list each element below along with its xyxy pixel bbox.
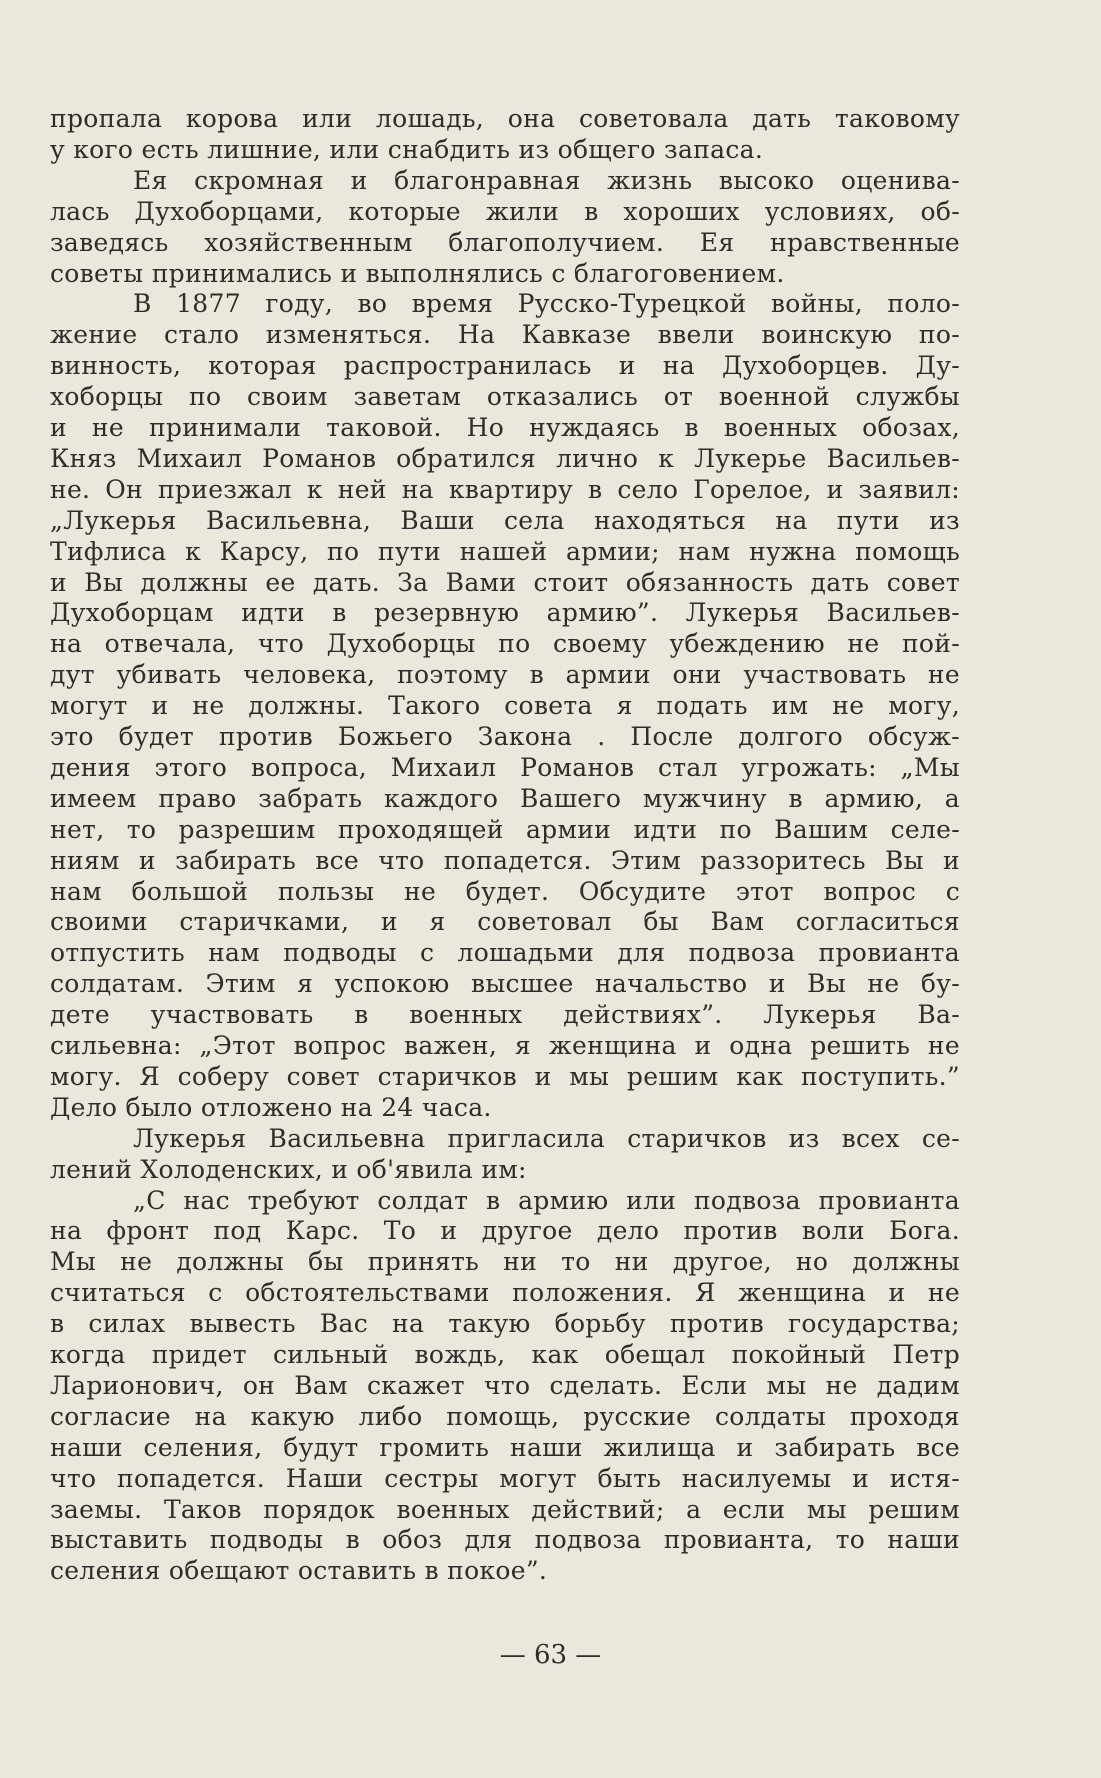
text-line: когда придет сильный вождь, как обещал покойный Петр	[50, 1340, 960, 1369]
text-line: что попадется. Наши сестры могут быть насилуемы и истя-	[50, 1463, 960, 1493]
text-line: наши селения, будут громить наши жилища и забирать все	[50, 1432, 960, 1462]
text-line: хоборцы по своим заветам отказались от военной службы	[50, 382, 960, 412]
text-line: это будет против Божьего Закона . После долгого обсуж-	[50, 722, 960, 751]
text-line: выставить подводы в обоз для подвоза провианта, то наши	[50, 1525, 960, 1555]
text-line: пропала корова или лошадь, она советовала дать таковому	[50, 104, 960, 133]
text-line: винность, которая распространилась и на Духоборцев. Ду-	[50, 351, 960, 381]
text-line: нам большой пользы не будет. Обсудите этот вопрос с	[50, 876, 960, 906]
text-line: советы принимались и выполнялись с благоговением.	[50, 258, 785, 288]
text-line: дения этого вопроса, Михаил Романов стал угрожать: „Мы	[50, 752, 960, 782]
text-line: жение стало изменяться. На Кавказе ввели воинскую по-	[50, 320, 960, 350]
text-line: ниям и забирать все что попадется. Этим раззоритесь Вы и	[50, 845, 960, 875]
text-line: считаться с обстоятельствами положения. Я женщина и не	[50, 1278, 960, 1308]
text-line: лений Холоденских, и об'явила им:	[50, 1154, 527, 1184]
text-line: солдатам. Этим я успокою высшее начальство и Вы не бу-	[50, 969, 960, 999]
text-line: и Вы должны ее дать. За Вами стоит обязанность дать совет	[50, 567, 960, 597]
text-line: Тифлиса к Карсу, по пути нашей армии; нам нужна помощь	[50, 536, 960, 566]
text-line: заведясь хозяйственным благополучием. Ея нравственные	[50, 227, 960, 257]
text-line: и не принимали таковой. Но нуждаясь в военных обозах,	[50, 413, 960, 442]
text-line: „Лукерья Васильевна, Ваши села находяться на пути из	[50, 505, 960, 535]
text-line: могу. Я соберу совет старичков и мы решим как поступить.”	[50, 1061, 960, 1091]
text-line: селения обещают оставить в покое”.	[50, 1556, 548, 1586]
text-line: Княз Михаил Романов обратился лично к Лукерье Васильев-	[50, 443, 960, 473]
text-line: Ея скромная и благонравная жизнь высоко оценива-	[133, 165, 960, 195]
text-line: нет, то разрешим проходящей армии идти по Вашим селе-	[50, 814, 960, 844]
text-line: согласие на какую либо помощь, русские солдаты проходя	[50, 1401, 960, 1431]
text-line: имеем право забрать каждого Вашего мужчину в армию, а	[50, 783, 960, 813]
text-line: Мы не должны бы принять ни то ни другое, но должны	[50, 1247, 960, 1277]
text-line: дете участвовать в военных действиях”. Лукерья Ва-	[50, 1000, 960, 1030]
page-number: — 63 —	[499, 1640, 602, 1670]
text-line: Лукерья Васильевна пригласила старичков из всех се-	[133, 1123, 960, 1153]
text-line: „С нас требуют солдат в армию или подвоза провианта	[133, 1185, 960, 1215]
text-line: у кого есть лишние, или снабдить из общего запаса.	[50, 134, 764, 164]
text-line: на отвечала, что Духоборцы по своему убеждению не пой-	[50, 629, 960, 659]
text-line: не. Он приезжал к ней на квартиру в село Горелое, и заявил:	[50, 474, 960, 504]
text-line: Дело было отложено на 24 часа.	[50, 1092, 492, 1122]
text-line: сильевна: „Этот вопрос важен, я женщина и одна решить не	[50, 1031, 960, 1060]
text-line: заемы. Таков порядок военных действий; а если мы решим	[50, 1494, 960, 1524]
text-line: своими старичками, и я советовал бы Вам согласиться	[50, 907, 960, 937]
text-line: в силах вывесть Вас на такую борьбу против государства;	[50, 1309, 960, 1339]
text-line: Ларионович, он Вам скажет что сделать. Если мы не дадим	[50, 1370, 960, 1400]
text-line: В 1877 году, во время Русско-Турецкой войны, поло-	[133, 289, 960, 319]
text-line: отпустить нам подводы с лошадьми для подвоза провианта	[50, 938, 960, 968]
text-line: лась Духоборцами, которые жили в хороших условиях, об-	[50, 196, 960, 226]
text-line: могут и не должны. Такого совета я подать им не могу,	[50, 691, 960, 721]
text-line: на фронт под Карс. То и другое дело против воли Бога.	[50, 1216, 960, 1246]
text-line: Духоборцам идти в резервную армию”. Лукерья Васильев-	[50, 598, 960, 628]
text-line: дут убивать человека, поэтому в армии они участвовать не	[50, 660, 960, 690]
